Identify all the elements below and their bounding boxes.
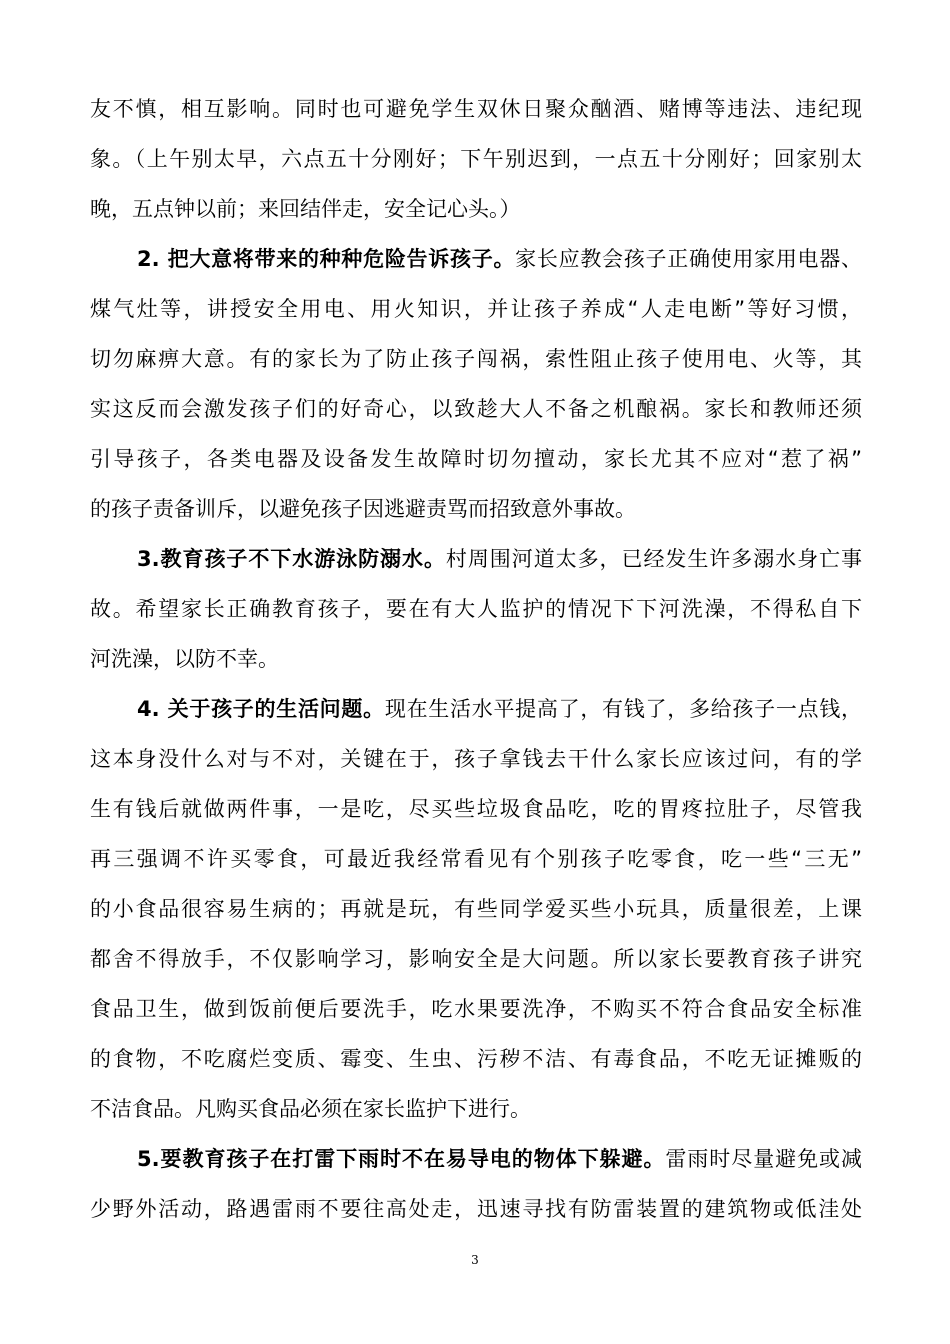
line-text: 实这反而会激发孩子们的好奇心，以致趁大人不备之机酿祸。家长和教师还须	[90, 397, 862, 421]
paragraph-line	[90, 494, 862, 524]
line-text: 引导孩子，各类电器及设备发生故障时切勿擅动，家长尤其不应对“惹了祸”	[90, 447, 862, 471]
line-text: 的孩子责备训斥，以避免孩子因逃避责骂而招致意外事故。	[90, 497, 636, 521]
section-heading-line	[137, 1144, 862, 1174]
paragraph-line	[90, 344, 862, 374]
paragraph-line	[90, 994, 862, 1024]
paragraph-line	[90, 144, 862, 174]
line-text: 友不慎，相互影响。同时也可避免学生双休日聚众酗酒、赌博等违法、违纪现	[90, 97, 862, 121]
line-text: 生有钱后就做两件事，一是吃，尽买些垃圾食品吃，吃的胃疼拉肚子，尽管我	[90, 797, 862, 821]
line-text: 少野外活动，路遇雷雨不要往高处走，迅速寻找有防雷装置的建筑物或低洼处	[90, 1197, 862, 1221]
line-text: 的小食品很容易生病的；再就是玩，有些同学爱买些小玩具，质量很差，上课	[90, 897, 862, 921]
line-text: 家长应教会孩子正确使用家用电器、	[515, 247, 862, 271]
paragraph-line	[90, 294, 862, 324]
section-heading: 3.教育孩子不下水游泳防溺水。	[137, 547, 446, 571]
section-heading: 2. 把大意将带来的种种危险告诉孩子。	[137, 247, 516, 271]
line-text: 食品卫生，做到饭前便后要洗手，吃水果要洗净，不购买不符合食品安全标准	[90, 997, 862, 1021]
paragraph-line	[90, 894, 862, 924]
line-text: 河洗澡，以防不幸。	[90, 647, 279, 671]
paragraph-line	[90, 94, 862, 124]
paragraph-line	[90, 1044, 862, 1074]
paragraph-line	[90, 844, 862, 874]
paragraph-line	[90, 194, 862, 224]
paragraph-line	[90, 594, 862, 624]
paragraph-line	[90, 444, 862, 474]
paragraph-line	[90, 394, 862, 424]
line-text: 的食物，不吃腐烂变质、霉变、生虫、污秽不洁、有毒食品，不吃无证摊贩的	[90, 1047, 862, 1071]
page-number: 3	[471, 1253, 479, 1267]
paragraph-line	[90, 1094, 862, 1124]
line-text: 象。（上午别太早，六点五十分刚好；下午别迟到，一点五十分刚好；回家别太	[90, 147, 862, 171]
line-text: 都舍不得放手，不仅影响学习，影响安全是大问题。所以家长要教育孩子讲究	[90, 947, 862, 971]
section-heading-line	[137, 544, 862, 574]
line-text: 村周围河道太多，已经发生许多溺水身亡事	[445, 547, 862, 571]
line-text: 不洁食品。凡购买食品必须在家长监护下进行。	[90, 1097, 531, 1121]
line-text: 雷雨时尽量避免或减	[665, 1147, 862, 1171]
paragraph-line	[90, 944, 862, 974]
paragraph-line	[90, 794, 862, 824]
paragraph-line	[90, 1194, 862, 1224]
line-text: 切勿麻痹大意。有的家长为了防止孩子闯祸，索性阻止孩子使用电、火等，其	[90, 347, 862, 371]
section-heading-line	[137, 694, 862, 724]
section-heading: 4. 关于孩子的生活问题。	[137, 697, 385, 721]
line-text: 故。希望家长正确教育孩子，要在有大人监护的情况下下河洗澡，不得私自下	[90, 597, 862, 621]
section-heading-line	[137, 244, 862, 274]
line-text: 这本身没什么对与不对，关键在于，孩子拿钱去干什么家长应该过问，有的学	[90, 747, 862, 771]
paragraph-line	[90, 644, 862, 674]
line-text: 再三强调不许买零食，可最近我经常看见有个别孩子吃零食，吃一些“三无”	[90, 847, 862, 871]
line-text: 现在生活水平提高了，有钱了，多给孩子一点钱，	[384, 697, 862, 721]
paragraph-line	[90, 744, 862, 774]
line-text: 煤气灶等，讲授安全用电、用火知识，并让孩子养成“人走电断”等好习惯，	[90, 297, 862, 321]
section-heading: 5.要教育孩子在打雷下雨时不在易导电的物体下躲避。	[137, 1147, 666, 1171]
line-text: 晚，五点钟以前；来回结伴走，安全记心头。）	[90, 197, 521, 221]
